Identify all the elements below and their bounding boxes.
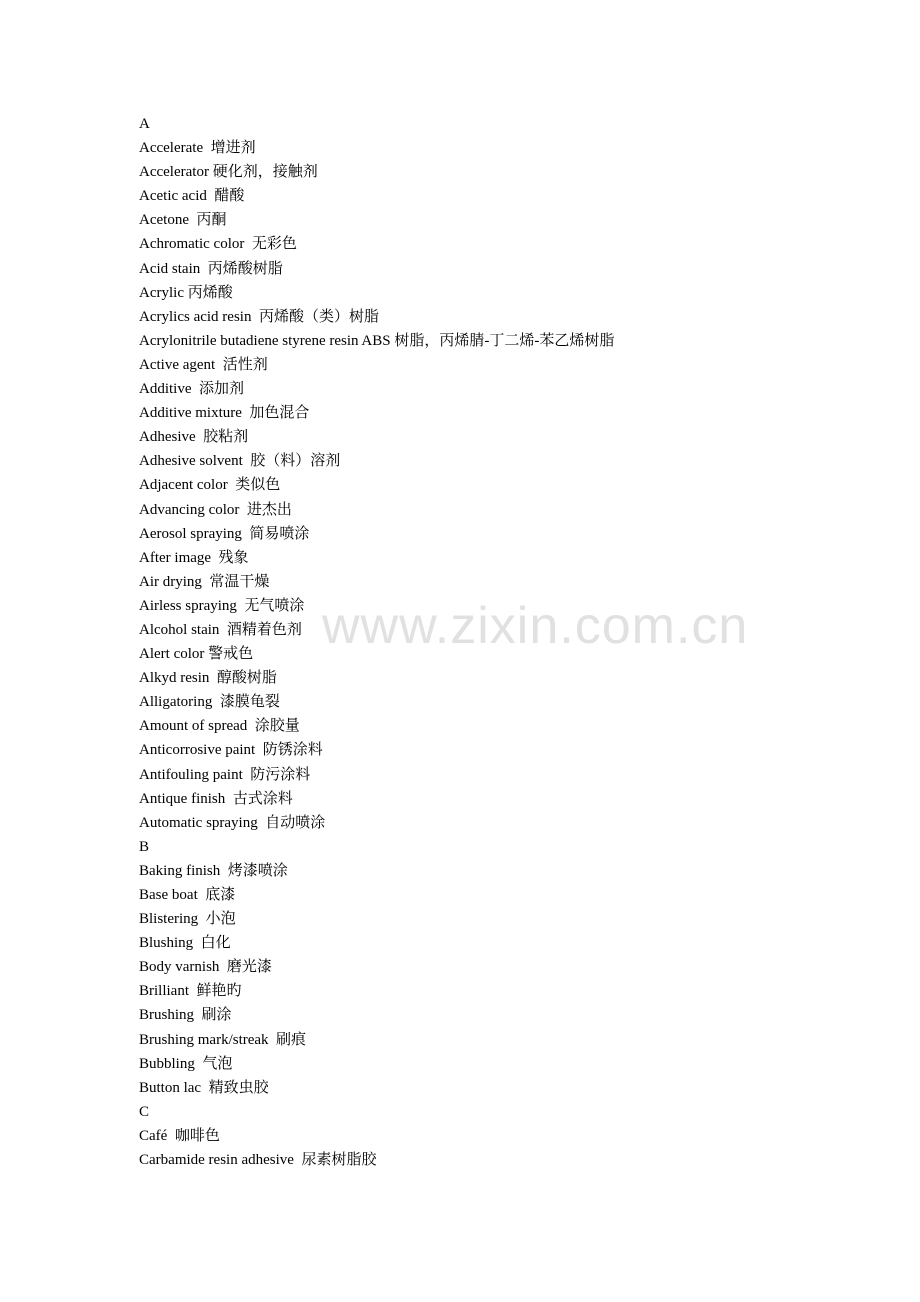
glossary-entry: Air drying 常温干燥 (139, 573, 270, 590)
section-letter: B (139, 838, 150, 855)
glossary-entry: Automatic spraying 自动喷涂 (139, 814, 326, 831)
glossary-entry: Amount of spread 涂胶量 (139, 718, 300, 735)
glossary-entry: Alligatoring 漆膜龟裂 (139, 694, 280, 711)
glossary-entry: Achromatic color 无彩色 (139, 236, 297, 253)
glossary-entry: Adhesive 胶粘剂 (139, 429, 249, 446)
glossary-entry: Adhesive solvent 胶（料）溶剂 (139, 453, 341, 470)
glossary-entry: Base boat 底漆 (139, 887, 236, 903)
glossary-entry: Anticorrosive paint 防锈涂料 (139, 742, 323, 759)
watermark: www.zixin.com.cn (322, 597, 749, 655)
glossary-entry: Accelerate 增进剂 (139, 140, 256, 157)
glossary-entry: Acrylonitrile butadiene styrene resin ABS 树脂，丙烯腈-丁二烯-苯乙烯树脂 (139, 332, 615, 349)
glossary-entry: Acid stain 丙烯酸树脂 (139, 260, 283, 277)
section-letter: C (139, 1103, 150, 1120)
glossary-entry: Acrylics acid resin 丙烯酸（类）树脂 (139, 308, 379, 325)
glossary-entry: Brushing mark/streak 刷痕 (139, 1031, 307, 1048)
glossary-entry: Bubbling 气泡 (139, 1055, 233, 1072)
glossary-entry: Carbamide resin adhesive 尿素树脂胶 (139, 1152, 377, 1169)
glossary-entry: Baking finish 烤漆喷涂 (139, 862, 288, 879)
glossary-entry: Brilliant 鲜艳旳 (139, 983, 242, 1000)
glossary-entry: Aerosol spraying 简易喷涂 (139, 525, 310, 542)
glossary-entry: Blistering 小泡 (139, 911, 236, 928)
glossary-list (139, 112, 614, 1172)
section-letter: A (139, 116, 150, 132)
glossary-entry: Advancing color 进杰出 (139, 501, 292, 518)
glossary-entry: Additive 添加剂 (139, 381, 244, 398)
glossary-entry: Alcohol stain 酒精着色剂 (139, 621, 302, 638)
glossary-entry: After image 残象 (139, 549, 249, 566)
glossary-entry: Blushing 白化 (139, 935, 231, 952)
glossary-entry: Body varnish 磨光漆 (139, 959, 272, 976)
glossary-entry: Button lac 精致虫胶 (139, 1079, 269, 1096)
glossary-entry: Café 咖啡色 (139, 1127, 220, 1144)
glossary-entry: Brushing 刷涂 (139, 1007, 232, 1024)
glossary-entry: Acrylic 丙烯酸 (139, 284, 233, 301)
glossary-entry: Acetic acid 醋酸 (139, 188, 245, 205)
glossary-entry: Active agent 活性剂 (139, 356, 268, 373)
glossary-entry: Accelerator 硬化剂，接触剂 (139, 164, 318, 181)
glossary-entry: Acetone 丙酮 (139, 212, 227, 229)
glossary-entry: Adjacent color 类似色 (139, 477, 281, 494)
glossary-entry: Additive mixture 加色混合 (139, 405, 310, 422)
glossary-entry: Antique finish 古式涂料 (139, 790, 293, 807)
glossary-entry: Alert color 警戒色 (139, 646, 254, 663)
glossary-entry: Alkyd resin 醇酸树脂 (139, 670, 277, 687)
glossary-entry: Antifouling paint 防污涂料 (139, 766, 311, 783)
glossary-entry: Airless spraying 无气喷涂 (139, 597, 305, 614)
